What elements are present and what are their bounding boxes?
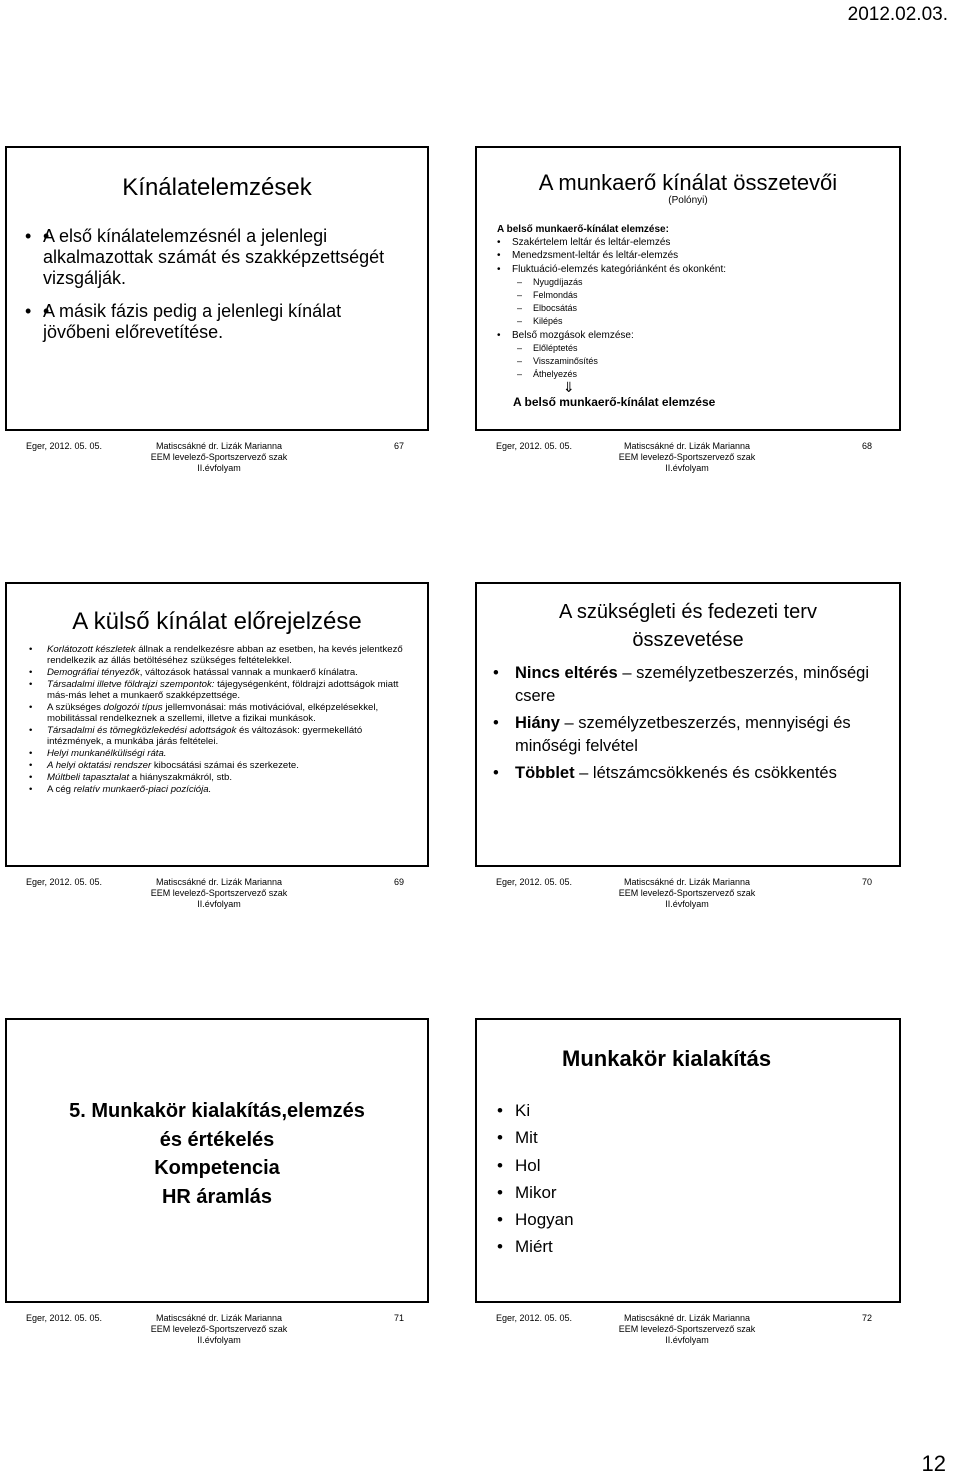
- sub-item: – Nyugdíjazás: [517, 276, 583, 287]
- sub-item: – Kilépés: [517, 316, 563, 327]
- bullet-item: • A cég relatív munkaerő-piaci pozíciója.: [29, 784, 212, 795]
- bullet-item: • • A első kínálatelemzésnél a jelenlegi alkalmazottak számát és szakképzettségét vizsgálják.: [43, 226, 413, 289]
- slide-title: Kínálatelemzések: [122, 174, 312, 201]
- bullet-item: • Társadalmi illetve földrajzi szempontok: tájegységenként, földrajzi adottságok miatt más-más lehet a munkaerő szakképzettsége.: [29, 679, 399, 701]
- slide-67: [5, 146, 429, 431]
- sub-item: – Visszaminősítés: [517, 356, 598, 367]
- slide-70: [475, 582, 901, 867]
- question-item: • Hol: [497, 1155, 541, 1175]
- outline-item: • Fluktuáció-elemzés kategóriánként és okonként:: [497, 263, 727, 275]
- section-heading: A belső munkaerő-kínálat elemzése:: [497, 224, 669, 235]
- slide-subtitle: (Polónyi): [668, 195, 708, 206]
- bullet-list: [25, 226, 413, 343]
- question-list: [497, 1097, 574, 1261]
- bullet-item: • Helyi munkanélküliségi ráta.: [29, 748, 167, 759]
- slide-title: A szükségleti és fedezeti terv összevetése: [559, 601, 817, 651]
- outline: [497, 223, 889, 410]
- bullet-list: [27, 644, 405, 795]
- slide-72: [475, 1018, 901, 1303]
- comparison-item: • Nincs eltérés – személyzetbeszerzés, minőségi csere: [493, 664, 870, 705]
- slide-title: Munkakör kialakítás: [562, 1046, 772, 1071]
- outline-item: • Menedzsment-leltár és leltár-elemzés: [497, 250, 679, 262]
- sub-item: – Felmondás: [517, 290, 578, 301]
- sub-item: – Áthelyezés: [517, 369, 578, 380]
- sub-item: – Előléptetés: [517, 342, 578, 353]
- question-item: • Ki: [497, 1101, 531, 1120]
- page-number: 12: [921, 1451, 946, 1476]
- outline-item: • Belső mozgások elemzése:: [497, 329, 634, 341]
- slide-68: [475, 146, 901, 431]
- question-item: • Mit: [497, 1128, 538, 1148]
- page-date: 2012.02.03.: [847, 4, 948, 25]
- question-item: • Miért: [497, 1237, 553, 1257]
- comparison-item: • Többlet – létszámcsökkenés és csökkentés: [493, 764, 837, 782]
- comparison-list: [491, 662, 885, 785]
- sub-item: – Elbocsátás: [517, 303, 578, 314]
- section-title: 5. Munkakör kialakítás,elemzés és értékelés Kompetencia HR áramlás: [69, 1100, 365, 1208]
- question-item: • Mikor: [497, 1182, 557, 1202]
- slide-71: [5, 1018, 429, 1303]
- bullet-item: • Múltbeli tapasztalat a hiányszakmákról, stb.: [29, 772, 233, 783]
- bullet-item: • • A másik fázis pedig a jelenlegi kínálat jövőbeni előrevetítése.: [43, 301, 413, 343]
- bullet-item: • Demográfiai tényezők, változások hatással vannak a munkaerő kínálatra.: [29, 667, 358, 678]
- conclusion: A belső munkaerő-kínálat elemzése: [513, 395, 716, 410]
- bullet-item: • A szükséges dolgozói típus jellemvonásai: más motivációval, elképzelésekkel, mobilitással rendelkeznek a szellemi, illetve a fizikai munkások.: [29, 702, 379, 724]
- bullet-item: • Társadalmi és tömegközlekedési adottságok és változások: gyermekellátó intézmények, a munkába járás feltételei.: [29, 725, 363, 747]
- down-arrow-icon: ⇓: [563, 379, 575, 396]
- slide-69: [5, 582, 429, 867]
- question-item: • Hogyan: [497, 1210, 574, 1230]
- slide-title: A külső kínálat előrejelzése: [72, 608, 362, 635]
- comparison-item: • Hiány – személyzetbeszerzés, mennyiségi és minőségi felvétel: [493, 714, 851, 755]
- bullet-item: • Korlátozott készletek állnak a rendelkezésre abban az esetben, ha kevés jelentkező rendelkezik az állás betöltéséhez szükséges feltételekkel.: [29, 644, 403, 666]
- outline-item: • Szakértelem leltár és leltár-elemzés: [497, 237, 671, 249]
- slide-title: A munkaerő kínálat összetevői: [538, 170, 838, 195]
- bullet-item: • A helyi oktatási rendszer kibocsátási számai és szerkezete.: [29, 760, 299, 771]
